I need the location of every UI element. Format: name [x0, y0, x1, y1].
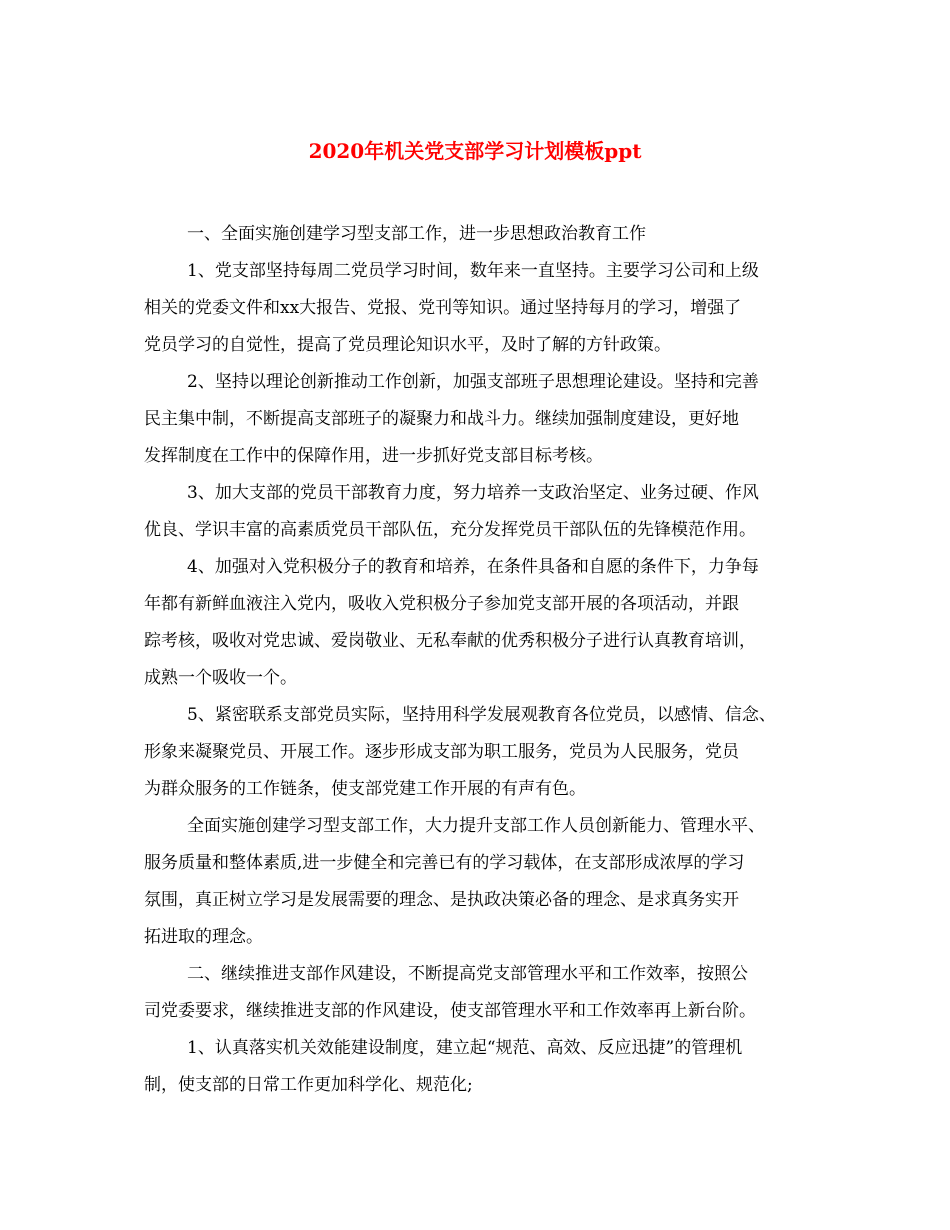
paragraph-line: 拓进取的理念。	[144, 927, 263, 947]
section-2-heading: 二、继续推进支部作风建设，不断提高党支部管理水平和工作效率，按照公	[187, 964, 748, 984]
paragraph-line: 党员学习的自觉性，提高了党员理论知识水平，及时了解的方针政策。	[144, 335, 671, 355]
paragraph-line: 5、紧密联系支部党员实际，坚持用科学发展观教育各位党员，以感情、信念、	[187, 705, 776, 725]
paragraph-line: 1、党支部坚持每周二党员学习时间，数年来一直坚持。主要学习公司和上级	[187, 261, 759, 281]
paragraph-line: 2、坚持以理论创新推动工作创新，加强支部班子思想理论建设。坚持和完善	[187, 372, 759, 392]
paragraph-line: 形象来凝聚党员、开展工作。逐步形成支部为职工服务，党员为人民服务，党员	[144, 742, 739, 762]
paragraph-line: 成熟一个吸收一个。	[144, 668, 297, 688]
paragraph-line: 踪考核，吸收对党忠诚、爱岗敬业、无私奉献的优秀积极分子进行认真教育培训，	[144, 631, 756, 651]
paragraph-line: 氛围，真正树立学习是发展需要的理念、是执政决策必备的理念、是求真务实开	[144, 890, 739, 910]
paragraph-line: 4、加强对入党积极分子的教育和培养，在条件具备和自愿的条件下，力争每	[187, 557, 759, 577]
paragraph-line: 制，使支部的日常工作更加科学化、规范化;	[144, 1075, 473, 1095]
paragraph-line: 优良、学识丰富的高素质党员干部队伍，充分发挥党员干部队伍的先锋模范作用。	[144, 520, 756, 540]
paragraph-line: 服务质量和整体素质,进一步健全和完善已有的学习载体，在支部形成浓厚的学习	[144, 853, 745, 873]
paragraph-line: 全面实施创建学习型支部工作，大力提升支部工作人员创新能力、管理水平、	[187, 816, 765, 836]
paragraph-line: 司党委要求，继续推进支部的作风建设，使支部管理水平和工作效率再上新台阶。	[144, 1001, 756, 1021]
paragraph-line: 3、加大支部的党员干部教育力度，努力培养一支政治坚定、业务过硬、作风	[187, 483, 759, 503]
paragraph-line: 民主集中制，不断提高支部班子的凝聚力和战斗力。继续加强制度建设，更好地	[144, 409, 739, 429]
paragraph-line: 发挥制度在工作中的保障作用，进一步抓好党支部目标考核。	[144, 446, 603, 466]
paragraph-line: 为群众服务的工作链条，使支部党建工作开展的有声有色。	[144, 779, 586, 799]
section-1-heading: 一、全面实施创建学习型支部工作，进一步思想政治教育工作	[187, 224, 646, 244]
document-title: 2020年机关党支部学习计划模板ppt	[308, 139, 642, 163]
paragraph-line: 1、认真落实机关效能建设制度，建立起“规范、高效、反应迅捷”的管理机	[187, 1038, 743, 1058]
paragraph-line: 年都有新鲜血液注入党内，吸收入党积极分子参加党支部开展的各项活动，并跟	[144, 594, 739, 614]
paragraph-line: 相关的党委文件和xx大报告、党报、党刊等知识。通过坚持每月的学习，增强了	[144, 298, 742, 318]
